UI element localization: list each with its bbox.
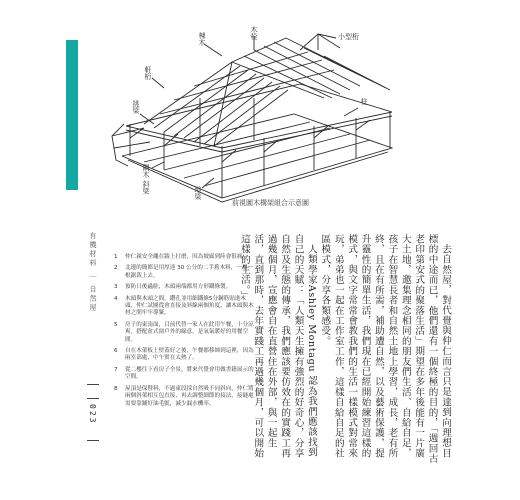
note-number: 6 xyxy=(114,348,118,355)
body-paragraph: 人類學家Ashley Montagu 認為我們應該找到自己的天賦：「人類天生擁有強烈的好奇心，分享自然及生態的傳承，我們應該要仿效在的實踐工再過幾個月，宣應會自在直營住在外部，與一起生活，直到那時，去年實踐工再過幾個月，可以開始這樣的生活。」 xyxy=(238,234,317,459)
running-head: 有機材料 ｜ 自然屋 xyxy=(89,232,97,313)
note-number: 5 xyxy=(114,321,118,328)
note-item xyxy=(114,254,256,261)
body-paragraph: 去自然屋，對代覺與仲仁而言只是達到向理想目標的中途而已，他們還有一個終極的目的，「週回古老印第安式的聚落生活」期望在多年後能有一片廣大土地，邀集理念相同的朋友們生活、自給自足，孩子在智慧長者和自然土地上學習，成長，老有所終，且在有所需，補助遭自然，以及藝術保護，提升靈性的簡單生活，我們現在已經開始練習這樣的模式，與文字常常會教我們的生活一樣模式對常來玩，弟弟也一起在工作室工作，這樣自給自足的社區模式，分享各類感受。 xyxy=(319,234,451,464)
note-text: 自在木架板土壁蓋好之後，午餐都移師到這裡，因為兩室部處，中午實在太熱了。 xyxy=(125,348,254,362)
drawing-label-left-top: 棟木 xyxy=(198,32,206,46)
note-item xyxy=(114,284,256,291)
note-item xyxy=(114,322,256,344)
note-number: 3 xyxy=(114,284,118,291)
body-text xyxy=(238,234,452,466)
note-number: 8 xyxy=(114,385,118,392)
note-number: 1 xyxy=(114,254,118,260)
drawing-label-bottom-mid: 地梁 xyxy=(194,186,202,200)
drawing-caption: 前視圖木構架組合示意圖 xyxy=(232,199,309,207)
note-text: 仲仁親安全繩在牆上打磨，因為坡廊到陸會很痛。 xyxy=(125,254,249,260)
note-item xyxy=(114,348,256,363)
note-item xyxy=(114,296,256,318)
note-text: 房子的東南面，目前代替一家人在此用午餐，十分涼爽，搭配盆式窗戶外的綠意，是氧氣暖好的用餐空間。 xyxy=(125,321,254,343)
divider-mid xyxy=(87,398,99,399)
drawing-label-ridge: 木栓 xyxy=(250,26,258,40)
note-number: 4 xyxy=(114,295,118,302)
drawing-label-left-mid: 軒桁 xyxy=(144,66,152,80)
page-number: 023 xyxy=(88,404,97,425)
drawing-label-truss: 小型桁 xyxy=(338,33,359,41)
note-number: 7 xyxy=(114,366,118,373)
timber-frame-drawing xyxy=(104,28,396,214)
divider-bottom xyxy=(87,440,99,441)
photo-notes xyxy=(114,254,256,412)
note-item xyxy=(114,367,256,382)
note-item xyxy=(114,386,256,408)
note-text: 從二樓往下看房子全景，將來代覺會用做書籍展示的空間。 xyxy=(125,366,254,381)
divider-top xyxy=(87,384,99,385)
note-text: 屋頂是保暨料，不過東段採自然吸不同斜向，仲仁將兩個斜架相互包直接，再去調整細節的接法，接縫處需要靠鋪好油毛氈，減少漏水機率。 xyxy=(125,385,254,407)
note-text: 北邊的簡都是用厚達 30 公分的二手舊木料，一根一根鋸裁上去。 xyxy=(125,265,254,279)
note-text: 預防日後蟲駐，木頭兩端都用方形鐵條製。 xyxy=(125,284,232,291)
drawing-label-left-low: 挑梁 xyxy=(132,100,140,114)
note-item xyxy=(114,265,256,280)
color-tab xyxy=(66,40,78,190)
note-number: 2 xyxy=(114,265,118,272)
note-text: 木頭與木頭之間，鑽孔並用細鐵條5分鋼筋貼進木頭，仲仁試圖從會直接及斜線兩個角度，讓木頭與木材之間牢牢導緊。 xyxy=(125,295,254,317)
drawing-label-bottom-left: 隅木 斜梁 xyxy=(142,164,150,195)
drawing-label-right-mid: 柱 xyxy=(360,98,368,105)
